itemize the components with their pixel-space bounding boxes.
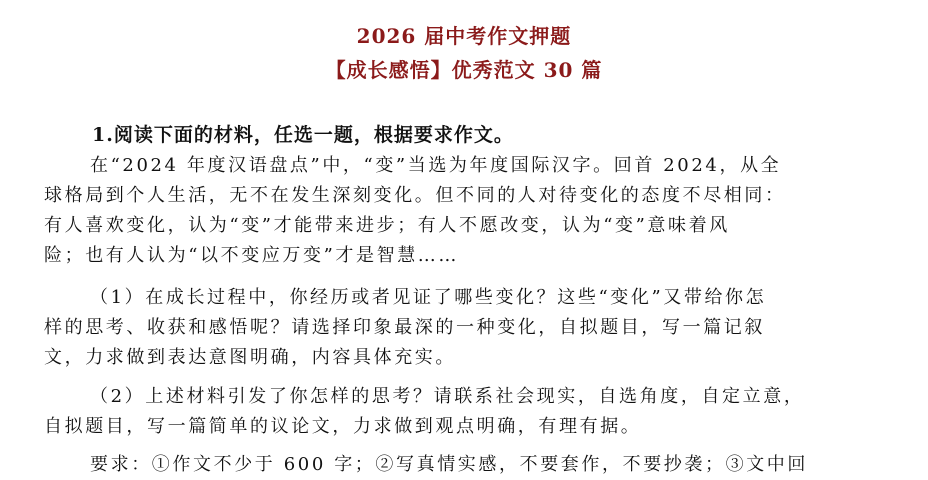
requirements-line: 要求：①作文不少于 600 字；②写真情实感，不要套作，不要抄袭；③文中回	[90, 454, 808, 475]
option1-line-2: 样的思考、收获和感悟呢？请选择印象最深的一种变化，自拟题目，写一篇记叙	[44, 317, 765, 338]
question-heading: 1.阅读下面的材料，任选一题，根据要求作文。	[92, 124, 514, 146]
material-line-4: 险；也有人认为“以不变应万变”才是智慧……	[44, 245, 460, 266]
document-title: 2026 届中考作文押题	[356, 24, 572, 48]
option2-line-2: 自拟题目，写一篇简单的议论文，力求做到观点明确，有理有据。	[44, 416, 642, 437]
material-line-1: 在“2024 年度汉语盘点”中，“变”当选为年度国际汉字。回首 2024，从全	[90, 155, 782, 176]
material-line-3: 有人喜欢变化，认为“变”才能带来进步；有人不愿改变，认为“变”意味着风	[44, 215, 730, 236]
document-subtitle: 【成长感悟】优秀范文 30 篇	[325, 58, 603, 82]
option1-line-1: （1）在成长过程中，你经历或者见证了哪些变化？这些“变化”又带给你怎	[90, 287, 767, 308]
option2-line-1: （2）上述材料引发了你怎样的思考？请联系社会现实，自选角度，自定立意，	[90, 386, 805, 407]
option1-line-3: 文，力求做到表达意图明确，内容具体充实。	[44, 347, 456, 368]
material-line-2: 球格局到个人生活，无不在发生深刻变化。但不同的人对待变化的态度不尽相同：	[44, 185, 786, 206]
